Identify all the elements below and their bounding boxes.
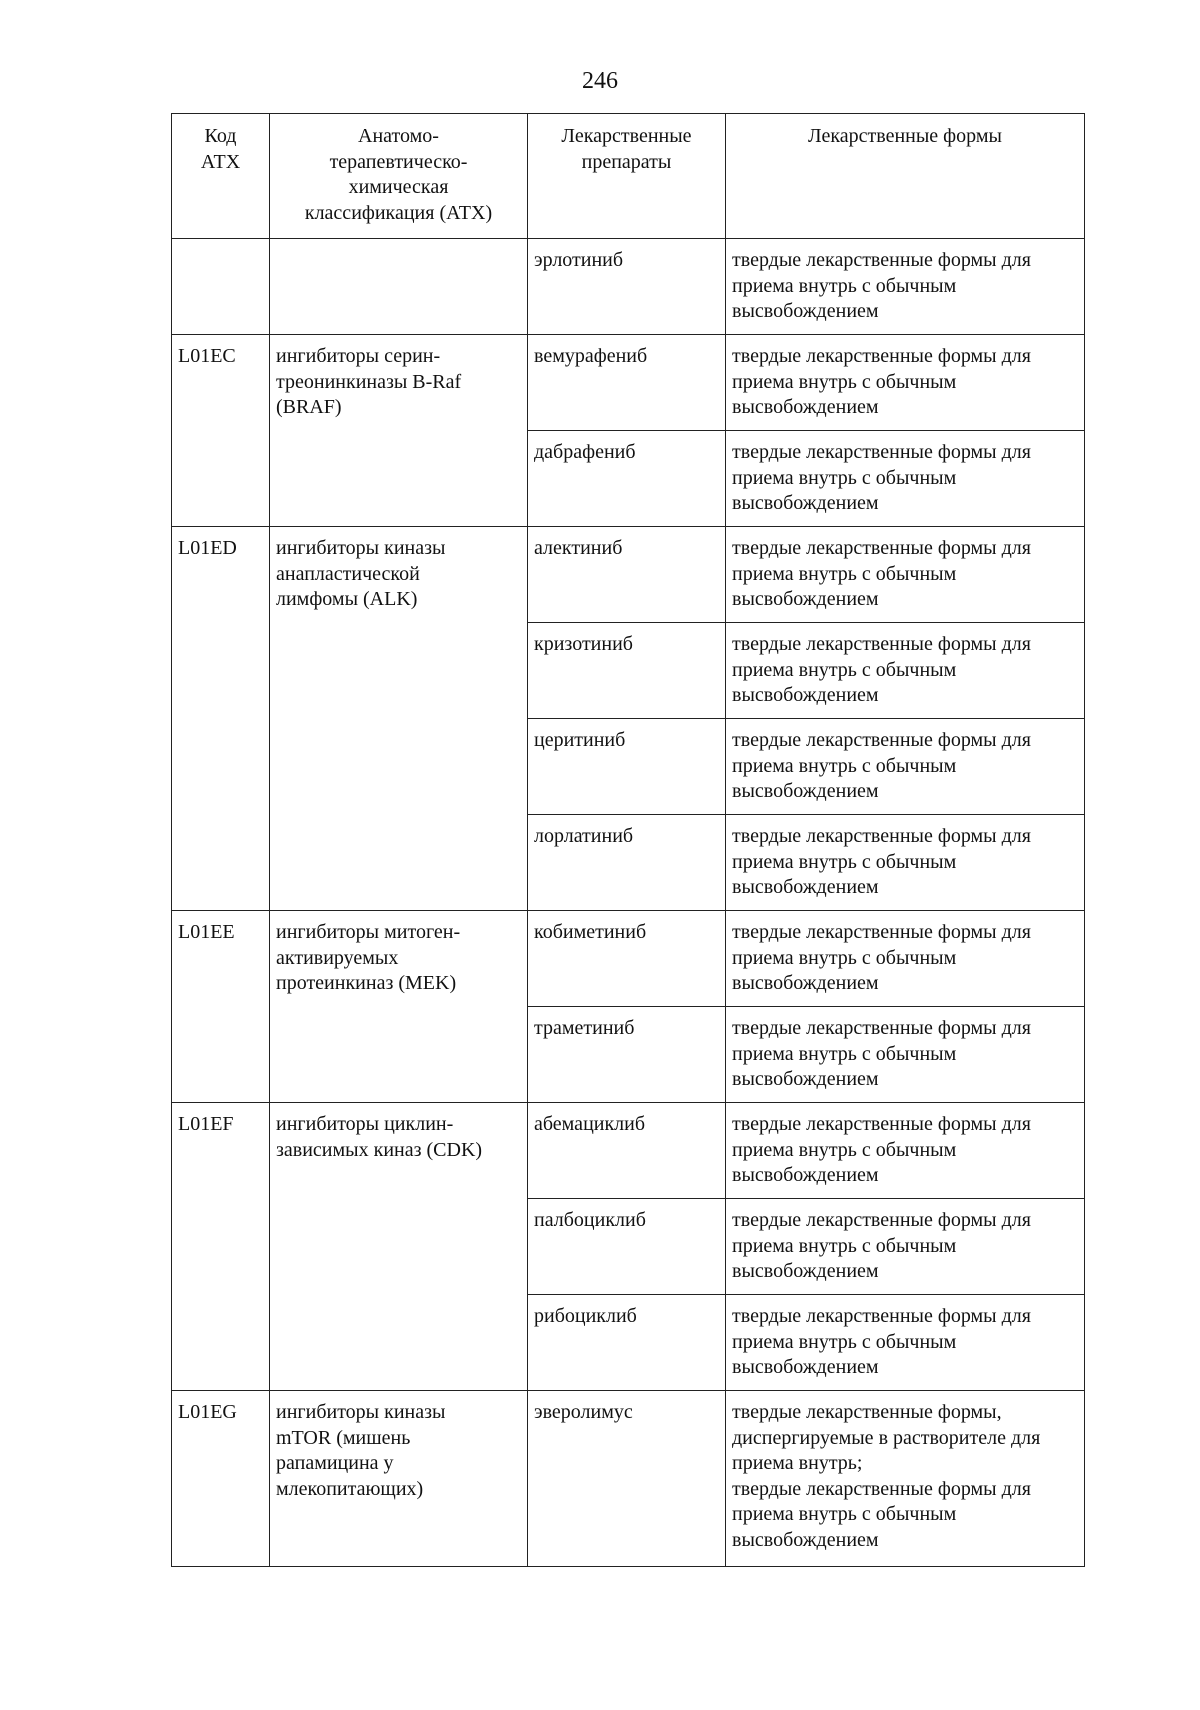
header-code: Код АТХ <box>172 114 270 239</box>
table-row <box>172 1103 1085 1199</box>
cell-drug: палбоциклиб <box>528 1199 726 1295</box>
cell-drug: эверолимус <box>528 1391 726 1567</box>
table-row <box>172 335 1085 431</box>
cell-drug: кобиметиниб <box>528 911 726 1007</box>
table-row <box>172 527 1085 623</box>
cell-drug: кризотиниб <box>528 623 726 719</box>
cell-form: твердые лекарственные формы для приема внутрь с обычным высвобождением <box>726 1295 1085 1391</box>
cell-classification: ингибиторы киназы mTOR (мишень рапамицина у млекопитающих) <box>270 1391 528 1567</box>
cell-code: L01ED <box>172 527 270 911</box>
cell-drug: абемациклиб <box>528 1103 726 1199</box>
table-row <box>172 1391 1085 1567</box>
cell-form: твердые лекарственные формы для приема внутрь с обычным высвобождением <box>726 1007 1085 1103</box>
cell-classification: ингибиторы киназы анапластической лимфомы (ALK) <box>270 527 528 911</box>
cell-drug: церитиниб <box>528 719 726 815</box>
atx-drug-table <box>171 113 1085 1567</box>
cell-form: твердые лекарственные формы для приема внутрь с обычным высвобождением <box>726 911 1085 1007</box>
cell-drug: вемурафениб <box>528 335 726 431</box>
cell-form: твердые лекарственные формы для приема внутрь с обычным высвобождением <box>726 335 1085 431</box>
cell-form: твердые лекарственные формы для приема внутрь с обычным высвобождением <box>726 1103 1085 1199</box>
cell-code: L01EE <box>172 911 270 1103</box>
cell-drug: дабрафениб <box>528 431 726 527</box>
table-row <box>172 911 1085 1007</box>
cell-classification: ингибиторы серин- треонинкиназы B-Raf (BRAF) <box>270 335 528 527</box>
cell-code: L01EC <box>172 335 270 527</box>
cell-form: твердые лекарственные формы для приема внутрь с обычным высвобождением <box>726 815 1085 911</box>
page-number: 246 <box>582 68 618 94</box>
table-header-row <box>172 114 1085 239</box>
header-forms: Лекарственные формы <box>726 114 1085 239</box>
cell-code: L01EF <box>172 1103 270 1391</box>
cell-form: твердые лекарственные формы для приема внутрь с обычным высвобождением <box>726 719 1085 815</box>
cell-drug: алектиниб <box>528 527 726 623</box>
cell-drug: лорлатиниб <box>528 815 726 911</box>
cell-drug: рибоциклиб <box>528 1295 726 1391</box>
cell-form: твердые лекарственные формы, диспергируемые в растворителе для приема внутрь; твердые лекарственные формы для приема внутрь с обычным высвобождением <box>726 1391 1085 1567</box>
cell-form: твердые лекарственные формы для приема внутрь с обычным высвобождением <box>726 239 1085 335</box>
cell-form: твердые лекарственные формы для приема внутрь с обычным высвобождением <box>726 1199 1085 1295</box>
cell-drug: траметиниб <box>528 1007 726 1103</box>
header-drugs: Лекарственные препараты <box>528 114 726 239</box>
table-row <box>172 239 1085 335</box>
header-classification: Анатомо- терапевтическо- химическая классификация (АТХ) <box>270 114 528 239</box>
cell-form: твердые лекарственные формы для приема внутрь с обычным высвобождением <box>726 527 1085 623</box>
cell-classification: ингибиторы митоген- активируемых протеинкиназ (MEK) <box>270 911 528 1103</box>
cell-drug: эрлотиниб <box>528 239 726 335</box>
cell-form: твердые лекарственные формы для приема внутрь с обычным высвобождением <box>726 431 1085 527</box>
cell-code <box>172 239 270 335</box>
cell-classification: ингибиторы циклин- зависимых киназ (CDK) <box>270 1103 528 1391</box>
cell-code: L01EG <box>172 1391 270 1567</box>
cell-form: твердые лекарственные формы для приема внутрь с обычным высвобождением <box>726 623 1085 719</box>
cell-classification <box>270 239 528 335</box>
